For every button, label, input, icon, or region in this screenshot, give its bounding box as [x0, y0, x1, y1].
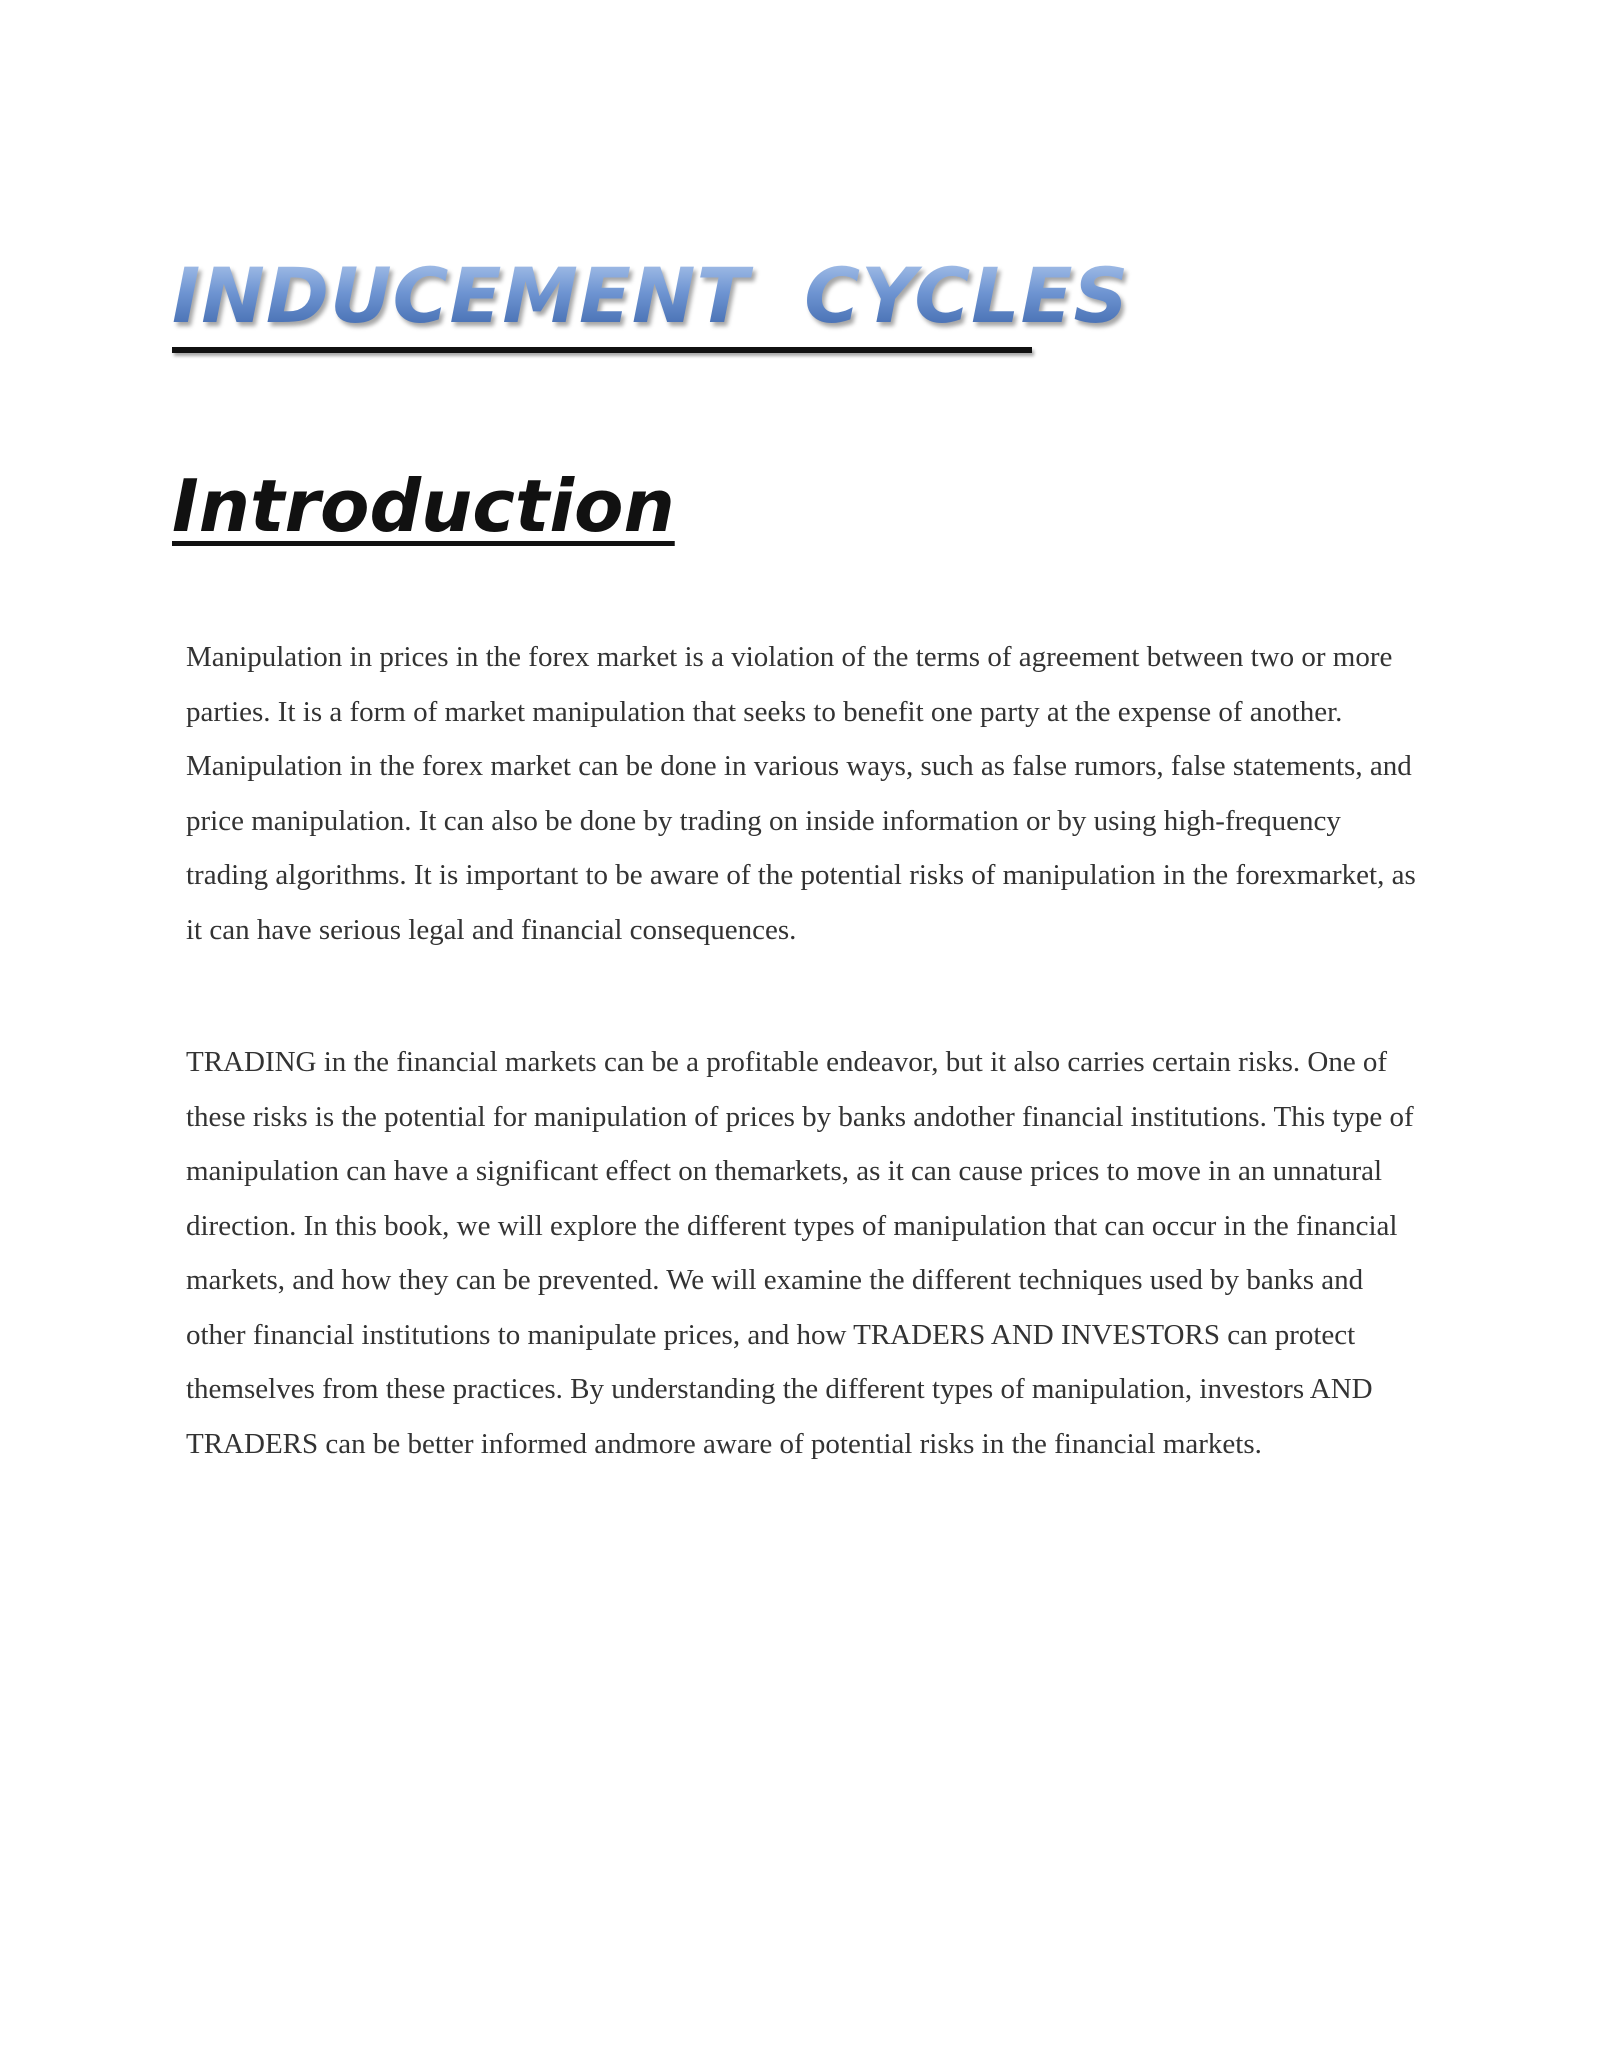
title-underline [172, 347, 1032, 353]
paragraph-1: Manipulation in prices in the forex market is a violation of the terms of agreement between two or more parties. It is a form of market manipulation that seeks to benefit one party at the expense of another. Manipulation in the forex market can be done in various ways, such as false rumors, false statements, and price manipulation. It can also be done by trading on inside information or by using high-frequency trading algorithms. It is important to be aware of the potential risks of manipulation in the forexmarket, as it can have serious legal and financial consequences. [186, 641, 1416, 946]
section-heading: Introduction [172, 464, 675, 548]
paragraph-2: TRADING in the financial markets can be a profitable endeavor, but it also carries certain risks. One of these risks is the potential for manipulation of prices by banks andother financial institutions. This type of manipulation can have a significant effect on themarkets, as it can cause prices to move in an unnatural direction. In this book, we will explore the different types of manipulation that can occur in the financial markets, and how they can be prevented. We will examine the different techniques used by banks and other financial institutions to manipulate prices, and how TRADERS AND INVESTORS can protect themselves from these practices. By understanding the different types of manipulation, investors AND TRADERS can be better informed andmore aware of potential risks in the financial markets. [186, 1046, 1414, 1460]
document-title: INDUCEMENT CYCLES [172, 251, 1130, 340]
